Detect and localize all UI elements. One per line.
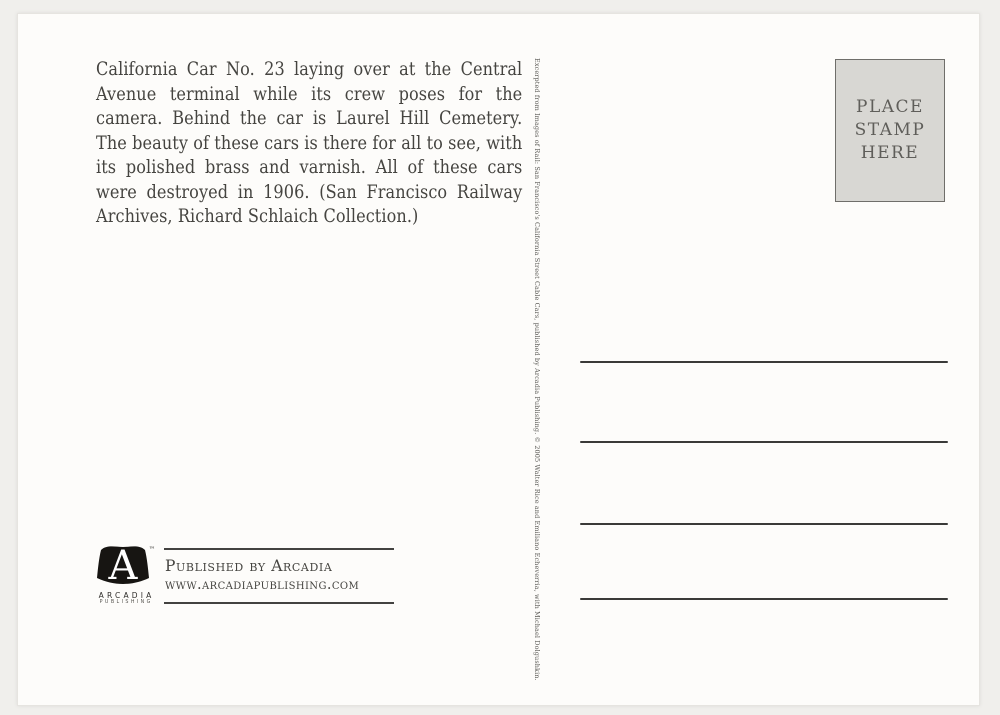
stamp-box-line-2: STAMP bbox=[854, 120, 926, 140]
publisher-rule-bottom bbox=[164, 602, 394, 604]
publisher-rule-top bbox=[164, 548, 394, 550]
arcadia-logo bbox=[92, 543, 158, 609]
arcadia-logo-subtitle: PUBLISHING bbox=[99, 600, 153, 605]
postcard-back bbox=[17, 13, 980, 706]
arcadia-logo-icon bbox=[92, 543, 158, 591]
address-line-2 bbox=[580, 441, 948, 443]
stamp-box-line-3: HERE bbox=[860, 143, 920, 163]
arcadia-logo-trademark: ™ bbox=[149, 546, 155, 553]
address-line-1 bbox=[580, 361, 948, 363]
published-by-text: Published by Arcadia bbox=[165, 557, 333, 575]
address-line-4 bbox=[580, 598, 948, 600]
address-line-3 bbox=[580, 523, 948, 525]
caption-text: California Car No. 23 laying over at the Central Avenue terminal while its crew poses for the camera. Behind the car is Laurel Hill Cemetery. The beauty of these cars is there for all to see, with its polished brass and varnish. All of these cars were destroyed in 1906. (San Francisco Railway Archives, Richard Schlaich Collection.) bbox=[96, 59, 523, 227]
stamp-box bbox=[835, 59, 945, 202]
arcadia-logo-letter: A bbox=[108, 543, 138, 589]
arcadia-logo-name: ARCADIA bbox=[98, 591, 155, 600]
stamp-box-line-1: PLACE bbox=[856, 97, 924, 117]
publisher-website-text: www.arcadiapublishing.com bbox=[165, 577, 360, 593]
spine-credit-text: Excerpted from Images of Rail: San Francisco's California Street Cable Cars, published by Arcadia Publishing. © 2005 Walter Rice and Emiliano Echeverria, with Michael Dolgushkin. bbox=[533, 58, 541, 681]
